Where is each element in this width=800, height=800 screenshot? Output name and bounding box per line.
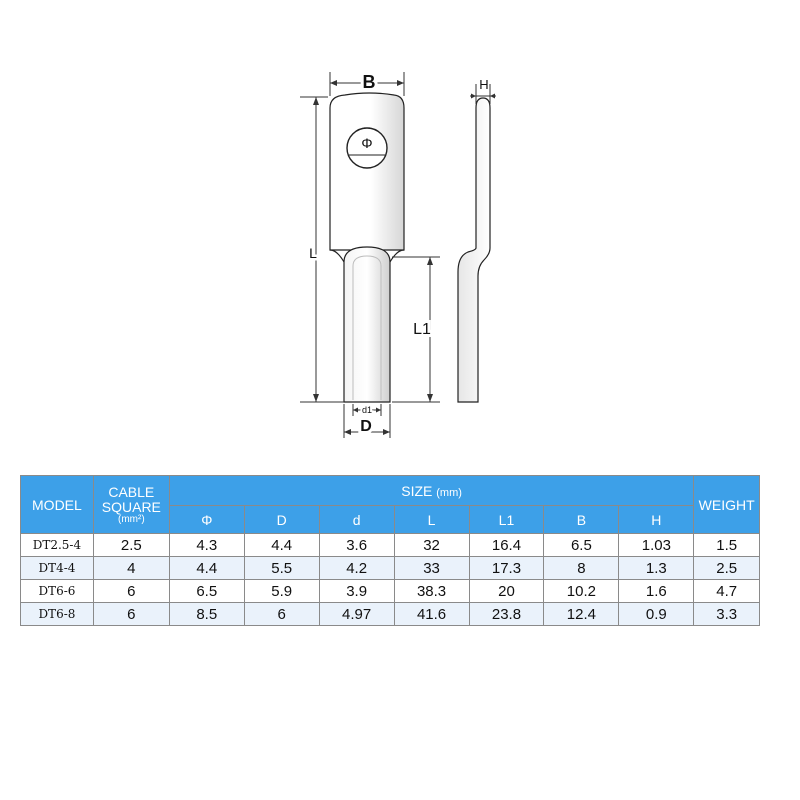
label-B: B — [362, 72, 376, 92]
cell-cable: 6 — [93, 603, 169, 626]
cell-D: 4.4 — [244, 534, 319, 557]
cell-phi: 4.3 — [169, 534, 244, 557]
header-col-d: d — [319, 506, 394, 534]
side-view — [458, 77, 496, 402]
header-model: MODEL — [21, 476, 94, 534]
label-D: D — [360, 418, 372, 435]
cell-L: 38.3 — [394, 580, 469, 603]
table-row — [21, 603, 760, 626]
cell-weight: 1.5 — [694, 534, 760, 557]
cell-L: 41.6 — [394, 603, 469, 626]
cell-L1: 16.4 — [469, 534, 544, 557]
header-col-phi: Φ — [169, 506, 244, 534]
lug-palm — [330, 93, 404, 250]
header-cable-unit: (mm²) — [118, 513, 145, 525]
cell-phi: 6.5 — [169, 580, 244, 603]
cell-B: 12.4 — [544, 603, 619, 626]
label-L: L — [309, 245, 317, 261]
cell-B: 10.2 — [544, 580, 619, 603]
lug-side-profile — [458, 98, 490, 402]
cell-H: 1.03 — [619, 534, 694, 557]
front-view — [330, 93, 404, 402]
cell-L: 32 — [394, 534, 469, 557]
cell-model: DT4-4 — [21, 557, 94, 580]
header-size-unit: (mm) — [436, 486, 462, 499]
spec-table — [20, 475, 760, 626]
table-row — [21, 557, 760, 580]
cell-cable: 2.5 — [93, 534, 169, 557]
cell-H: 1.3 — [619, 557, 694, 580]
cell-phi: 4.4 — [169, 557, 244, 580]
cell-L1: 23.8 — [469, 603, 544, 626]
cell-d: 4.2 — [319, 557, 394, 580]
cell-D: 6 — [244, 603, 319, 626]
header-size-label: SIZE — [401, 482, 433, 499]
cell-D: 5.5 — [244, 557, 319, 580]
header-col-L: L — [394, 506, 469, 534]
header-size — [169, 476, 694, 506]
cell-cable: 6 — [93, 580, 169, 603]
cell-L1: 17.3 — [469, 557, 544, 580]
label-H: H — [479, 77, 489, 92]
cell-B: 8 — [544, 557, 619, 580]
header-col-B: B — [544, 506, 619, 534]
cell-model: DT6-6 — [21, 580, 94, 603]
cell-L1: 20 — [469, 580, 544, 603]
cell-d: 3.6 — [319, 534, 394, 557]
cell-weight: 4.7 — [694, 580, 760, 603]
cell-L: 33 — [394, 557, 469, 580]
header-cable-square — [93, 476, 169, 534]
header-weight: WEIGHT — [694, 476, 760, 534]
header-cable-line1: CABLE — [108, 483, 155, 500]
cell-weight: 3.3 — [694, 603, 760, 626]
cell-cable: 4 — [93, 557, 169, 580]
header-col-H: H — [619, 506, 694, 534]
cell-D: 5.9 — [244, 580, 319, 603]
lug-barrel — [344, 247, 390, 402]
label-L1: L1 — [413, 321, 431, 338]
header-cable-line2: SQUARE — [101, 498, 161, 515]
dimension-B — [330, 72, 404, 96]
label-d1: d1 — [361, 405, 373, 415]
cell-weight: 2.5 — [694, 557, 760, 580]
dimension-d1 — [353, 404, 381, 416]
cell-d: 3.9 — [319, 580, 394, 603]
cell-phi: 8.5 — [169, 603, 244, 626]
label-phi: Φ — [361, 135, 373, 151]
cell-H: 1.6 — [619, 580, 694, 603]
cell-d: 4.97 — [319, 603, 394, 626]
header-col-D: D — [244, 506, 319, 534]
cell-model: DT6-8 — [21, 603, 94, 626]
cell-model: DT2.5-4 — [21, 534, 94, 557]
header-col-L1: L1 — [469, 506, 544, 534]
cell-H: 0.9 — [619, 603, 694, 626]
dimension-L1 — [392, 257, 440, 402]
table-row — [21, 534, 760, 557]
cell-B: 6.5 — [544, 534, 619, 557]
table-row — [21, 580, 760, 603]
